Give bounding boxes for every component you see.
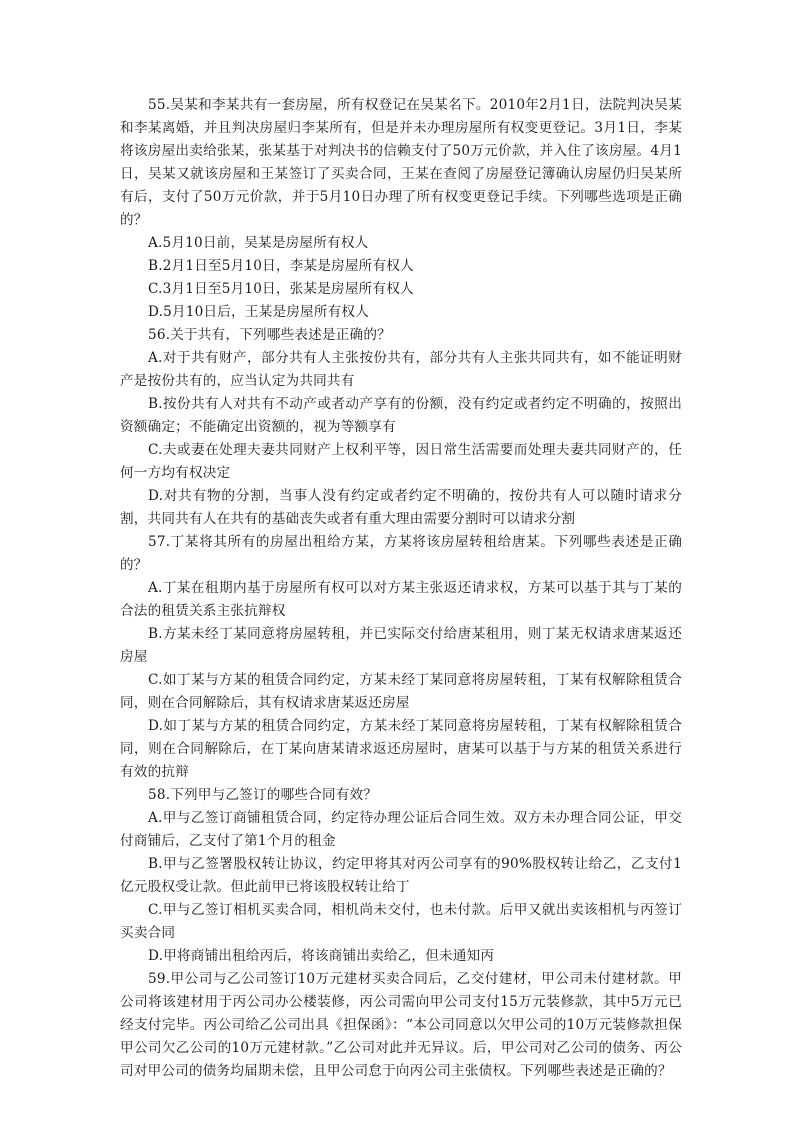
- question-55-option-b: B.2月1日至5月10日，李某是房屋所有权人: [148, 258, 414, 274]
- question-58-option-c: C.甲与乙签订相机买卖合同，相机尚未交付，也未付款。后甲又就出卖该相机与丙签订买卖合同: [120, 902, 682, 941]
- question-57-option-c: C.如丁某与方某的租赁合同约定，方某未经丁某同意将房屋转租，丁某有权解除租赁合同，则在合同解除后，其有权请求唐某返还房屋: [120, 672, 682, 711]
- question-58-stem: 58.下列甲与乙签订的哪些合同有效？: [148, 787, 378, 803]
- question-58-option-a: A.甲与乙签订商铺租赁合同，约定待办理公证后合同生效。双方未办理合同公证，甲交付商铺后，乙支付了第1个月的租金: [120, 810, 682, 849]
- question-56-option-d: D.对共有物的分割，当事人没有约定或者约定不明确的，按份共有人可以随时请求分割，共同共有人在共有的基础丧失或者有重大理由需要分割时可以请求分割: [120, 488, 682, 527]
- question-55-stem: 55.吴某和李某共有一套房屋，所有权登记在吴某名下。2010年2月1日，法院判决吴某和李某离婚，并且判决房屋归李某所有，但是并未办理房屋所有权变更登记。3月1日，李某将该房屋出卖给张某，张某基于对判决书的信赖支付了50万元价款，并入住了该房屋。4月1日，吴某又就该房屋和王某签订了买卖合同，王某在查阅了房屋登记簿确认房屋仍归吴某所有后，支付了50万元价款，并于5月10日办理了所有权变更登记手续。下列哪些选项是正确的？: [120, 97, 682, 228]
- question-56-option-a: A.对于共有财产，部分共有人主张按份共有，部分共有人主张共同共有，如不能证明财产是按份共有的，应当认定为共同共有: [120, 350, 682, 389]
- question-55-option-c: C.3月1日至5月10日，张某是房屋所有权人: [148, 281, 414, 297]
- question-56-option-b: B.按份共有人对共有不动产或者动产享有的份额，没有约定或者约定不明确的，按照出资额确定；不能确定出资额的，视为等额享有: [120, 396, 682, 435]
- question-55-option-d: D.5月10日后，王某是房屋所有权人: [148, 304, 369, 320]
- question-57-option-d: D.如丁某与方某的租赁合同约定，方某未经丁某同意将房屋转租，丁某有权解除租赁合同，则在合同解除后，在丁某向唐某请求返还房屋时，唐某可以基于与方某的租赁关系进行有效的抗辩: [120, 718, 682, 780]
- document-page: [120, 94, 682, 1083]
- question-56-option-c: C.夫或妻在处理夫妻共同财产上权利平等，因日常生活需要而处理夫妻共同财产的，任何一方均有权决定: [120, 442, 682, 481]
- question-58-option-b: B.甲与乙签署股权转让协议，约定甲将其对丙公司享有的90%股权转让给乙，乙支付1亿元股权受让款。但此前甲已将该股权转让给丁: [120, 856, 682, 895]
- question-56-stem: 56.关于共有，下列哪些表述是正确的？: [148, 327, 391, 343]
- question-55-option-a: A.5月10日前，吴某是房屋所有权人: [148, 235, 369, 251]
- question-57-stem: 57.丁某将其所有的房屋出租给方某，方某将该房屋转租给唐某。下列哪些表述是正确的？: [120, 534, 682, 573]
- question-57-option-b: B.方某未经丁某同意将房屋转租，并已实际交付给唐某租用，则丁某无权请求唐某返还房屋: [120, 626, 682, 665]
- question-59-stem: 59.甲公司与乙公司签订10万元建材买卖合同后，乙交付建材，甲公司未付建材款。甲公司将该建材用于丙公司办公楼装修，丙公司需向甲公司支付15万元装修款，其中5万元已经支付完毕。丙公司给乙公司出具《担保函》：“本公司同意以欠甲公司的10万元装修款担保甲公司欠乙公司的10万元建材款。”乙公司对此并无异议。后，甲公司对乙公司的债务、丙公司对甲公司的债务均届期未偿，且甲公司怠于向丙公司主张债权。下列哪些表述是正确的？: [120, 971, 682, 1079]
- question-57-option-a: A.丁某在租期内基于房屋所有权可以对方某主张返还请求权，方某可以基于其与丁某的合法的租赁关系主张抗辩权: [120, 580, 682, 619]
- question-58-option-d: D.甲将商铺出租给丙后，将该商铺出卖给乙，但未通知丙: [148, 948, 495, 964]
